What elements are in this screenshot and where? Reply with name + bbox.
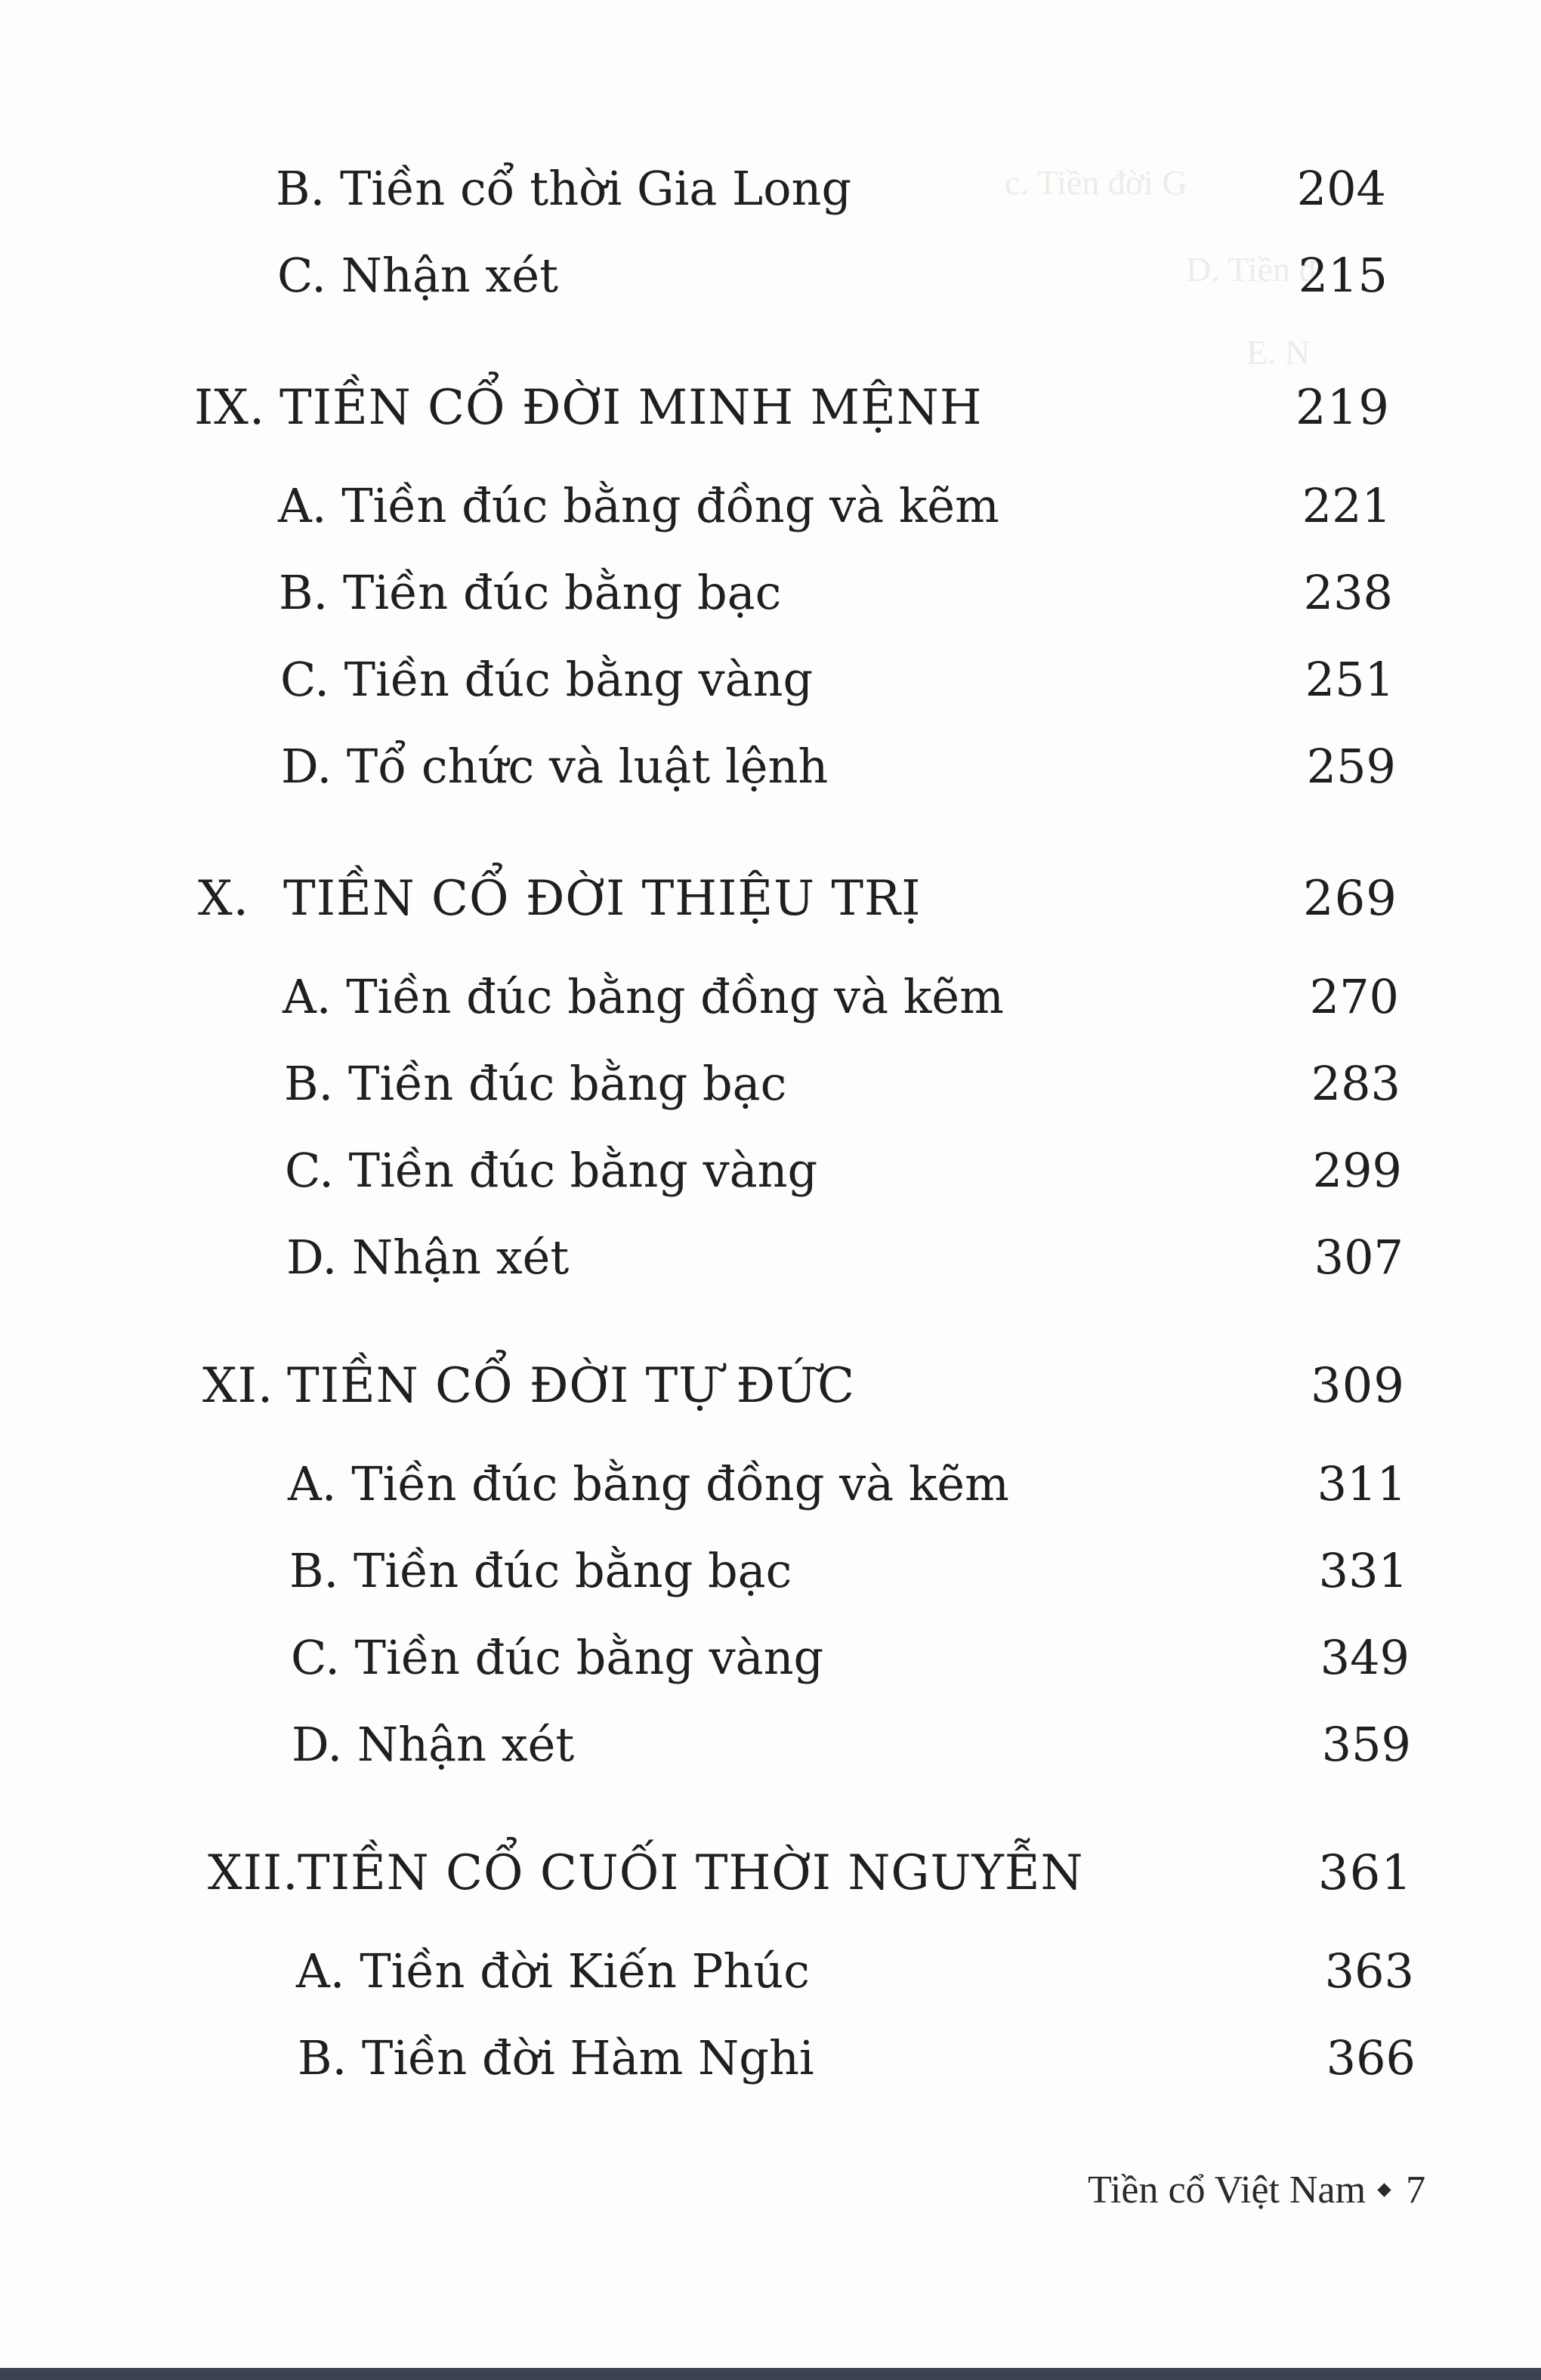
bullet-icon	[1377, 2183, 1391, 2196]
toc-entry-title: C. Tiền đúc bằng vàng	[285, 1143, 818, 1198]
toc-chapter-number: X.	[198, 871, 249, 927]
scan-edge	[0, 2368, 1541, 2380]
toc-chapter-page: 269	[1302, 871, 1397, 927]
toc-entry	[0, 245, 1541, 306]
page-number: 7	[1406, 2169, 1426, 2212]
toc-entry-title: D. Tổ chức và luật lệnh	[281, 739, 829, 794]
toc-chapter-page: 219	[1295, 380, 1390, 436]
toc-entry	[0, 1141, 1541, 1201]
toc-entry-page: 299	[1312, 1143, 1402, 1198]
toc-chapter-title: TIỀN CỔ CUỐI THỜI NGUYỄN	[298, 1845, 1084, 1901]
toc-entry-title: B. Tiền đúc bằng bạc	[284, 1056, 787, 1111]
toc-chapter-number: IX.	[194, 380, 266, 436]
toc-chapter-page: 309	[1310, 1358, 1405, 1414]
toc-entry	[0, 650, 1541, 710]
toc-entry-page: 270	[1309, 969, 1399, 1024]
toc-entry	[0, 563, 1541, 623]
toc-chapter-title: TIỀN CỔ ĐỜI THIỆU TRỊ	[283, 871, 922, 927]
toc-entry	[0, 476, 1541, 536]
toc-chapter-title: TIỀN CỔ ĐỜI MINH MỆNH	[279, 380, 983, 436]
toc-entry-title: B. Tiền cổ thời Gia Long	[276, 161, 852, 216]
toc-chapter-number: XI.	[202, 1358, 274, 1414]
toc-chapter	[0, 869, 1541, 929]
toc-entry-page: 204	[1296, 161, 1386, 216]
toc-entry-title: B. Tiền đúc bằng bạc	[289, 1543, 792, 1598]
toc-entry-page: 307	[1314, 1230, 1404, 1285]
toc-chapter	[0, 1356, 1541, 1416]
toc-entry-page: 363	[1324, 1943, 1414, 1999]
toc-chapter	[0, 378, 1541, 438]
toc-entry	[0, 1054, 1541, 1114]
toc-entry-title: D. Nhận xét	[286, 1230, 570, 1285]
toc-chapter	[0, 1843, 1541, 1903]
toc-entry-title: A. Tiền đúc bằng đồng và kẽm	[288, 1456, 1009, 1511]
toc-entry-title: A. Tiền đúc bằng đồng và kẽm	[283, 969, 1004, 1024]
toc-entry-page: 349	[1320, 1630, 1410, 1685]
toc-entry-title: B. Tiền đúc bằng bạc	[279, 565, 782, 620]
toc-entry-page: 359	[1321, 1717, 1411, 1772]
toc-entry	[0, 1628, 1541, 1688]
toc-entry	[0, 1715, 1541, 1775]
toc-entry-title: C. Nhận xét	[277, 248, 558, 303]
toc-entry-title: C. Tiền đúc bằng vàng	[291, 1630, 824, 1685]
toc-chapter-page: 361	[1317, 1845, 1413, 1901]
toc-chapter-number: XII.	[208, 1845, 299, 1901]
toc-entry	[0, 2028, 1541, 2088]
toc-entry-title: A. Tiền đời Kiến Phúc	[296, 1943, 810, 1999]
toc-entry	[0, 967, 1541, 1027]
toc-entry-title: C. Tiền đúc bằng vàng	[280, 652, 814, 707]
toc-entry-page: 215	[1298, 248, 1388, 303]
toc-entry-title: D. Nhận xét	[292, 1717, 575, 1772]
toc-chapter-title: TIỀN CỔ ĐỜI TỰ ĐỨC	[287, 1358, 856, 1414]
toc-entry-page: 251	[1305, 652, 1394, 707]
toc-entry	[0, 1541, 1541, 1601]
toc-entry	[0, 1941, 1541, 2002]
toc-entry-title: A. Tiền đúc bằng đồng và kẽm	[278, 478, 999, 533]
toc-entry-page: 366	[1326, 2030, 1416, 2085]
toc-entry	[0, 159, 1541, 219]
toc-entry-page: 311	[1317, 1456, 1407, 1511]
toc-entry-page: 331	[1318, 1543, 1408, 1598]
running-title: Tiền cổ Việt Nam	[1088, 2169, 1367, 2212]
toc-entry-page: 238	[1303, 565, 1393, 620]
toc-entry-page: 259	[1306, 739, 1396, 794]
toc-entry-page: 221	[1302, 478, 1391, 533]
toc-entry-page: 283	[1311, 1056, 1400, 1111]
toc-entry-title: B. Tiền đời Hàm Nghi	[298, 2030, 814, 2085]
toc-entry	[0, 736, 1541, 797]
toc-entry	[0, 1227, 1541, 1288]
toc-entry	[0, 1454, 1541, 1514]
page-footer	[1088, 2160, 1425, 2221]
